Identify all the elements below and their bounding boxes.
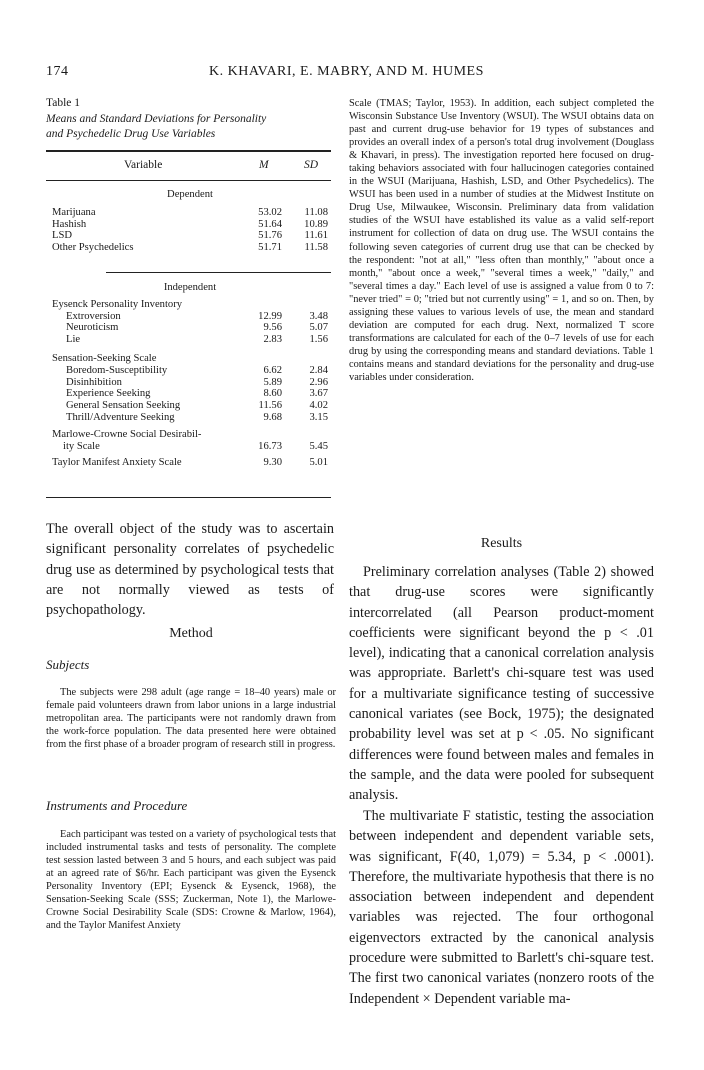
table-row: General Sensation Seeking 11.56 4.02 [66, 400, 328, 412]
subjects-paragraph: The subjects were 298 adult (age range = 18–40 years) male or female paid volunteers drawn from labor unions in a large industrial metropolitan area. The participants were not randomly drawn from the work-force population. The data presented here were obtained from the first phase of a broader program of research still in progress. [46, 687, 336, 751]
results-paragraph-1: Preliminary correlation analyses (Table 2) showed that drug-use scores were significantly intercorrelated (all Pearson product-moment coefficients were significant beyond the p < .01 level), indicating that a canonical correlation analysis was appropriate. Barlett's chi-square test was used for a multivariate significance testing of successive canonical variates (see Bock, 1975); the designated probability level was set at p < .05. No significant differences were found between males and females in the sample, and the data were pooled for subsequent analysis. [349, 564, 654, 804]
subjects-heading: Subjects [46, 657, 90, 672]
table-row: Other Psychedelics 51.71 11.58 [52, 242, 328, 254]
intro-paragraph: The overall object of the study was to ascertain significant personality correlates of psychedelic drug use as determined by psychological tests that are not normally viewed as tests of psychopathology. [46, 521, 334, 619]
table-row: Taylor Manifest Anxiety Scale 9.30 5.01 [52, 457, 328, 469]
col-sd: SD [304, 159, 319, 171]
table-bottom-rule [46, 497, 331, 498]
results-heading: Results [480, 536, 523, 551]
table-row: Marijuana 53.02 11.08 [52, 206, 328, 218]
table-row: Neuroticism 9.56 5.07 [66, 322, 328, 334]
table-title-line2: and Psychedelic Drug Use Variables [46, 128, 216, 140]
group-epi: Eysenck Personality Inventory [52, 298, 183, 310]
instruments-heading: Instruments and Procedure [46, 798, 188, 813]
table-row: LSD 51.76 11.61 [52, 230, 328, 242]
results-paragraph-2: The multivariate F statistic, testing the association between independent and dependent variable sets, was significant, F(40, 1,079) = 5.34, p < .0001). Therefore, the multivariate hypothesis that there is no association between independent and dependent variables was rejected. The four orthogonal eigenvectors extracted by the canonical analysis procedure were submitted to Barlett's chi-square test. The first two canonical variates (nonzero roots of the Independent × Dependent variable ma- [349, 808, 654, 1007]
table-row: Experience Seeking 8.60 3.67 [66, 388, 328, 400]
table-top-rule [46, 150, 331, 152]
table-label: Table 1 [46, 97, 81, 109]
table-row: Hashish 51.64 10.89 [52, 218, 328, 230]
table-header-rule [46, 180, 331, 181]
table-row: Extroversion 12.99 3.48 [66, 310, 328, 322]
method-heading: Method [169, 626, 213, 641]
page-number: 174 [46, 64, 69, 79]
table-title [46, 112, 336, 142]
table-body-independent [52, 282, 328, 469]
group-sss: Sensation-Seeking Scale [52, 352, 157, 364]
table-row: Boredom-Susceptibility 6.62 2.84 [66, 364, 328, 376]
col-variable: Variable [124, 159, 163, 171]
independent-rule [106, 272, 331, 273]
col-m: M [259, 159, 269, 171]
table-row: Marlowe-Crowne Social Desirabil- ity Scale 16.73 5.45 [52, 428, 328, 452]
wsui-paragraph: Scale (TMAS; Taylor, 1953). In addition, each subject completed the Wisconsin Substance Use Inventory (WSUI). The WSUI obtains data on past and current drug-use behavior for 19 types of substances and provides an overall index of a person's total drug involvement (Douglass & Khavari, in press). The investigation reported here focused on drug-taking behaviors associated with four hallucinogen categories contained in the WSUI (Marijuana, Hashish, LSD, and Other Psychedelics). The WSUI has been used in a number of studies at the Midwest Institute on Drug Use, Milwaukee, Wisconsin. Preliminary data from validation studies of the WSUI have established its value as a valid self-report instrument for collection of data on drug use. The WSUI contains the following seven categories of current drug use that can be checked by the respondent: "not at all," "less often than monthly," "about once a month," "about once a week," "several times a week," "daily," and "several times a day." Each level of use is assigned a value from 0 to 7: "never tried" = 0; "tried but not currently using" = 1, and so on. Then, by assigning these values to various levels of use, the mean and standard deviation are computed for each drug. Next, normalized T score transformations are calculated for each of the 0–7 levels of use for each drug by using the corresponding means and standard deviations. Table 1 contains means and standard deviations for the personality and drug-use variables under consideration. [349, 98, 654, 383]
table-row: Lie 2.83 1.56 [66, 334, 328, 346]
running-head: K. KHAVARI, E. MABRY, AND M. HUMES [209, 64, 484, 79]
table-row: Disinhibition 5.89 2.96 [66, 376, 328, 388]
table-title-line1: Means and Standard Deviations for Personality [46, 113, 267, 125]
section-dependent: Dependent [167, 189, 213, 200]
table-row: Thrill/Adventure Seeking 9.68 3.15 [66, 411, 328, 423]
section-independent: Independent [163, 282, 217, 293]
instruments-paragraph: Each participant was tested on a variety of psychological tests that included instrumental tasks and tests of personality. The complete test session lasted between 3 and 5 hours, and each subject was paid at an agreed rate of $6/hr. Each participant was given the Eysenck Personality Inventory (EPI; Eysenck & Eysenck, 1968), the Sensation-Seeking Scale (SSS; Zuckerman, Note 1), the Marlowe-Crowne Social Desirability Scale (SDS: Crowne & Marlow, 1964), and the Taylor Manifest Anxiety [46, 829, 336, 932]
table-body [52, 189, 328, 254]
